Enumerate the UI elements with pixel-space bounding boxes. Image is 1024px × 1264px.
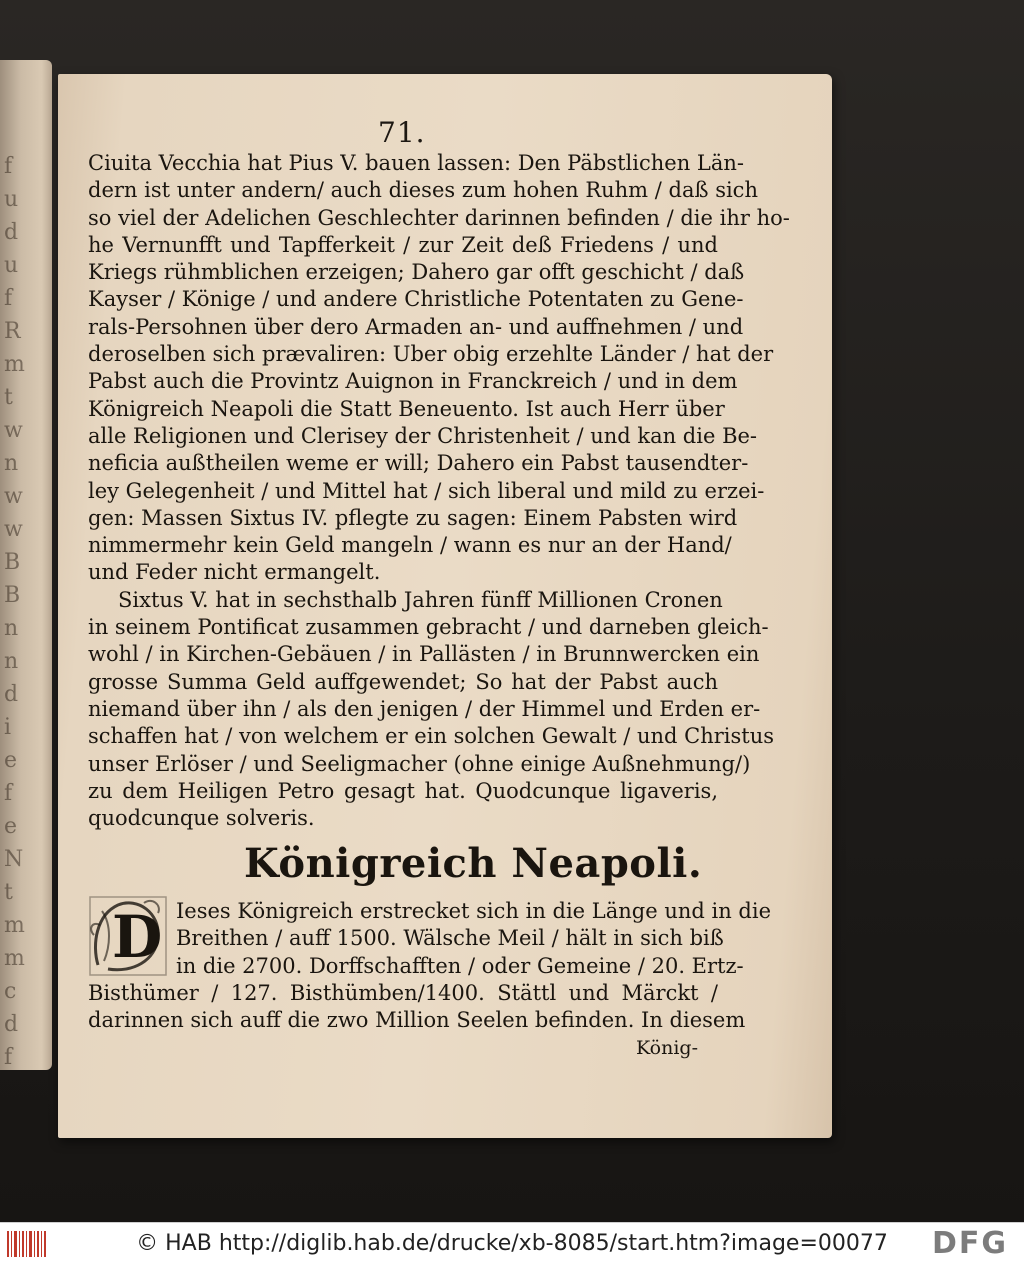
text-line: alle Religionen und Clerisey der Christenheit / und kan die Be- [88,423,758,448]
previous-page-edge [0,60,52,1070]
text-line: quodcunque solveris. [88,806,315,831]
text-line: so viel der Adelichen Geschlechter darinnen befinden / die ihr ho- [88,205,790,230]
text-line: Ciuita Vecchia hat Pius V. bauen lassen: Den Päbstlichen Län- [88,151,744,175]
text-line: nimmermehr kein Geld mangeln / wann es nur an der Hand/ [88,533,732,558]
footer-bar [0,1222,1024,1264]
text-line: Königreich Neapoli die Statt Beneuento. Ist auch Herr über [88,396,725,421]
text-line: Bisthümer / 127. Bisthümben/1400. Stättl und Märckt / [88,980,718,1005]
copyright-url[interactable]: © HAB http://diglib.hab.de/drucke/xb-8085/start.htm?image=00077 [136,1231,888,1256]
section-text [88,898,771,1034]
text-line: ley Gelegenheit / und Mittel hat / sich liberal und mild zu erzei- [88,478,765,503]
text-line: schaffen hat / von welchem er ein solchen Gewalt / und Christus [88,724,775,749]
text-line: Kriegs rühmblichen erzeigen; Dahero gar offt geschicht / daß [88,260,745,285]
text-line: unser Erlöser / und Seeligmacher (ohne einige Außnehmung/) [88,751,751,776]
text-line: grosse Summa Geld auffgewendet; So hat der Pabst auch [88,669,718,694]
text-line: darinnen sich auff die zwo Million Seelen befinden. In diesem [88,1008,746,1033]
section-heading: Königreich Neapoli. [244,840,703,887]
initial-letter-glyph: D [112,903,163,971]
text-line: Kayser / Könige / und andere Christliche Potentaten zu Gene- [88,287,744,312]
previous-page-margin-marks: f u d u f R m t w n w w B B n n d i e f e N t m m c d f [4,154,25,1070]
catchword: König- [636,1037,699,1059]
text-line: niemand über ihn / als den jenigen / der Himmel und Erden er- [88,696,761,721]
text-line: in seinem Pontificat zusammen gebracht / und darneben gleich- [88,615,769,640]
text-line: wohl / in Kirchen-Gebäuen / in Pallästen / in Brunnwercken ein [88,642,760,667]
text-line: Pabst auch die Provintz Auignon in Franckreich / und in dem [88,369,738,394]
text-line: Sixtus V. hat in sechsthalb Jahren fünff Millionen Cronen [118,587,723,612]
text-line: zu dem Heiligen Petro gesagt hat. Quodcunque ligaveris, [88,778,718,803]
text-line: und Feder nicht ermangelt. [88,560,381,585]
text-line: neficia außtheilen weme er will; Dahero ein Pabst tausendter- [88,451,749,476]
text-line: Ieses Königreich erstrecket sich in die Länge und in die [176,899,771,923]
text-line: deroselben sich prævaliren: Uber obig erzehlte Länder / hat der [88,342,774,367]
text-line: Breithen / auff 1500. Wälsche Meil / hält in sich biß [176,926,724,951]
dfg-logo: DFG [932,1226,1009,1261]
text-line: dern ist unter andern/ auch dieses zum hohen Ruhm / daß sich [88,178,758,203]
body-text [88,150,790,832]
text-line: rals-Persohnen über dero Armaden an- und auffnehmen / und [88,314,744,339]
text-line: in die 2700. Dorffschafften / oder Gemeine / 20. Ertz- [176,953,744,978]
text-line: gen: Massen Sixtus IV. pflegte zu sagen: Einem Pabsten wird [88,505,738,530]
page-number: 71. [378,116,426,149]
text-line: he Vernunfft und Tapfferkeit / zur Zeit deß Friedens / und [88,232,718,257]
